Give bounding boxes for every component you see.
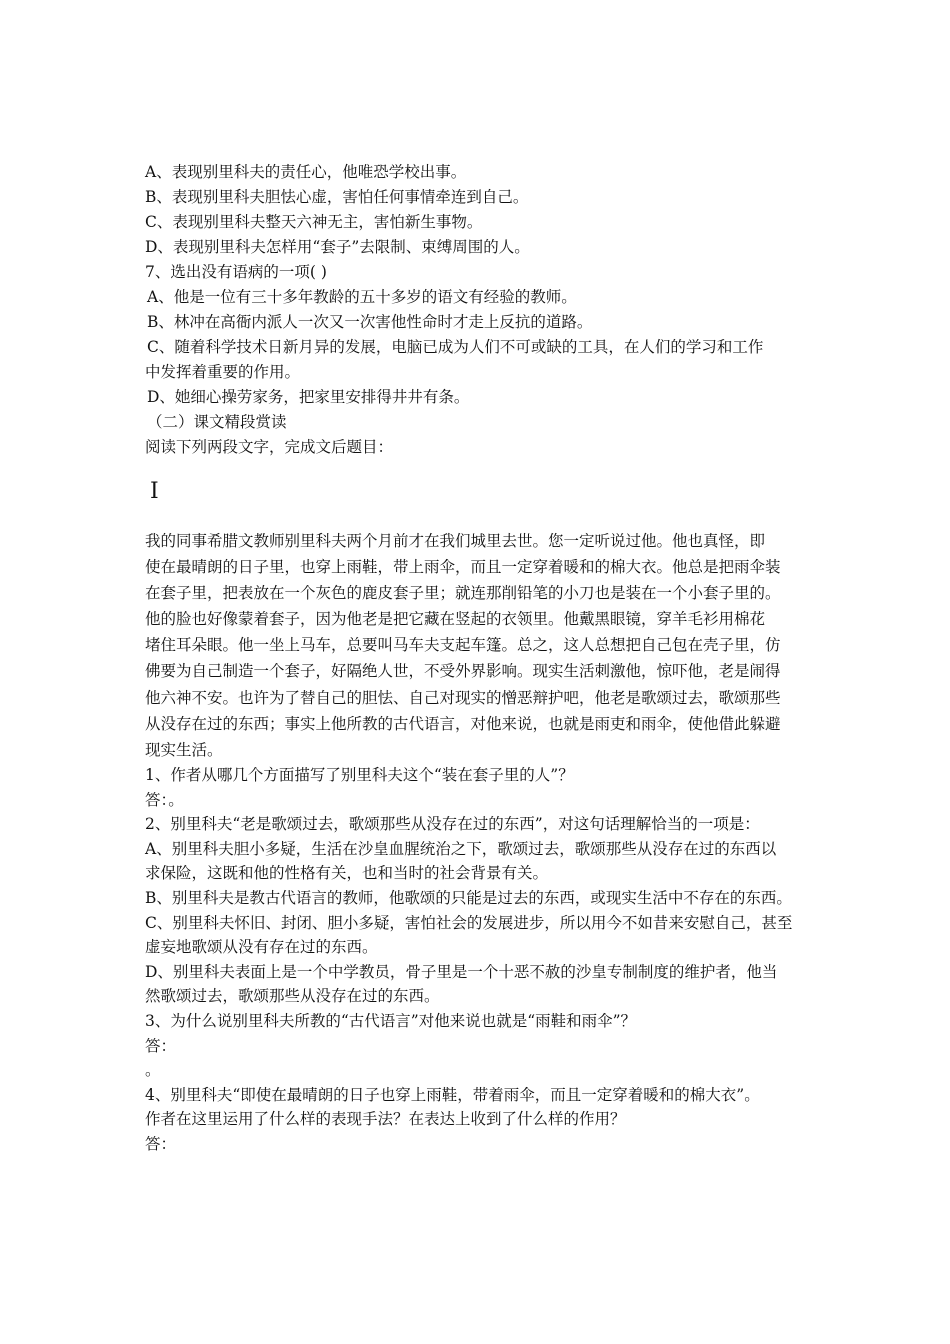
answer-3: 答： bbox=[145, 1036, 177, 1055]
passage-line: 从没存在过的东西；事实上他所教的古代语言，对他来说，也就是雨吏和雨伞，使他借此躲避 bbox=[145, 714, 781, 733]
q7-option-c: C、随着科学技术日新月异的发展，电脑已成为人们不可或缺的工具，在人们的学习和工作 bbox=[147, 338, 764, 356]
q2-option-c: C、别里科夫怀旧、封闭、胆小多疑，害怕社会的发展进步，所以用今不如昔来安慰自己，甚至 bbox=[145, 913, 793, 932]
q2-option-a: A、别里科夫胆小多疑，生活在沙皇血腥统治之下，歌颂过去，歌颂那些从没存在过的东西以 bbox=[145, 839, 777, 858]
passage-line: 现实生活。 bbox=[145, 740, 223, 759]
q6-option-d: D、表现别里科夫怎样用“套子”去限制、束缚周围的人。 bbox=[145, 238, 530, 256]
q2-option-c-cont: 虚妄地歌颂从没有存在过的东西。 bbox=[145, 938, 378, 957]
passage-line: 在套子里，把表放在一个灰色的鹿皮套子里；就连那削铅笔的小刀也是装在一个小套子里的。 bbox=[145, 584, 781, 603]
q2-option-d: D、别里科夫表面上是一个中学教员，骨子里是一个十恶不赦的沙皇专制制度的维护者，他当 bbox=[145, 962, 778, 981]
passage-text bbox=[145, 528, 813, 763]
instruction: 阅读下列两段文字，完成文后题目： bbox=[145, 438, 394, 456]
passage-line: 堵住耳朵眼。他一坐上马车，总要叫马车夫支起车篷。总之，这人总想把自己包在壳子里，仿 bbox=[145, 636, 781, 655]
q7-option-a: A、他是一位有三十多年教龄的五十多岁的语文有经验的教师。 bbox=[147, 288, 577, 306]
passage-numeral: I bbox=[150, 479, 159, 504]
q7-option-b: B、林冲在高衙内派人一次又一次害他性命时才走上反抗的道路。 bbox=[147, 313, 593, 331]
sub-heading: （二）课文精段赏读 bbox=[147, 413, 287, 431]
passage-line: 使在最晴朗的日子里，也穿上雨鞋，带上雨伞，而且一定穿着暖和的棉大衣。他总是把雨伞装 bbox=[145, 558, 781, 577]
passage-line: 他六神不安。也许为了替自己的胆怯、自己对现实的憎恶辩护吧，他老是歌颂过去，歌颂那些 bbox=[145, 688, 781, 707]
q2-option-b: B、别里科夫是教古代语言的教师，他歌颂的只能是过去的东西，或现实生活中不存在的东西。 bbox=[145, 888, 792, 907]
answer-4: 答： bbox=[145, 1134, 177, 1153]
question-2: 2、别里科夫“老是歌颂过去，歌颂那些从没存在过的东西”，对这句话理解恰当的一项是： bbox=[145, 815, 760, 834]
passage-line: 我的同事希腊文教师别里科夫两个月前才在我们城里去世。您一定听说过他。他也真怪，即 bbox=[145, 532, 766, 550]
q2-option-d-cont: 然歌颂过去，歌颂那些从没存在过的东西。 bbox=[145, 987, 440, 1006]
question-3: 3、为什么说别里科夫所教的“古代语言”对他来说也就是“雨鞋和雨伞”？ bbox=[145, 1011, 637, 1030]
question-4-cont: 作者在这里运用了什么样的表现手法？在表达上收到了什么样的作用？ bbox=[145, 1110, 626, 1129]
q7-stem: 7、选出没有语病的一项( ) bbox=[145, 263, 327, 281]
q7-option-c-cont: 中发挥着重要的作用。 bbox=[145, 363, 301, 381]
q6-option-c: C、表现别里科夫整天六神无主，害怕新生事物。 bbox=[145, 213, 483, 231]
q6-option-b: B、表现别里科夫胆怯心虚，害怕任何事情牵连到自己。 bbox=[145, 188, 529, 206]
passage-line: 佛要为自己制造一个套子，好隔绝人世，不受外界影响。现实生活刺激他，惊吓他，老是闹得 bbox=[145, 662, 781, 681]
answer-1: 答：。 bbox=[145, 790, 184, 809]
question-1: 1、作者从哪几个方面描写了别里科夫这个“装在套子里的人”？ bbox=[145, 766, 574, 784]
answer-3-end: 。 bbox=[145, 1061, 161, 1080]
q7-option-d: D、她细心操劳家务，把家里安排得井井有条。 bbox=[147, 388, 470, 406]
questions-block bbox=[145, 763, 813, 1157]
q2-option-a-cont: 求保险，这既和他的性格有关，也和当时的社会背景有关。 bbox=[145, 864, 549, 883]
passage-line: 他的脸也好像蒙着套子，因为他老是把它藏在竖起的衣领里。他戴黑眼镜，穿羊毛衫用棉花 bbox=[145, 610, 766, 629]
q6-option-a: A、表现别里科夫的责任心，他唯恐学校出事。 bbox=[145, 163, 467, 181]
question-4: 4、别里科夫“即使在最晴朗的日子也穿上雨鞋，带着雨伞，而且一定穿着暖和的棉大衣”。 bbox=[145, 1085, 760, 1104]
